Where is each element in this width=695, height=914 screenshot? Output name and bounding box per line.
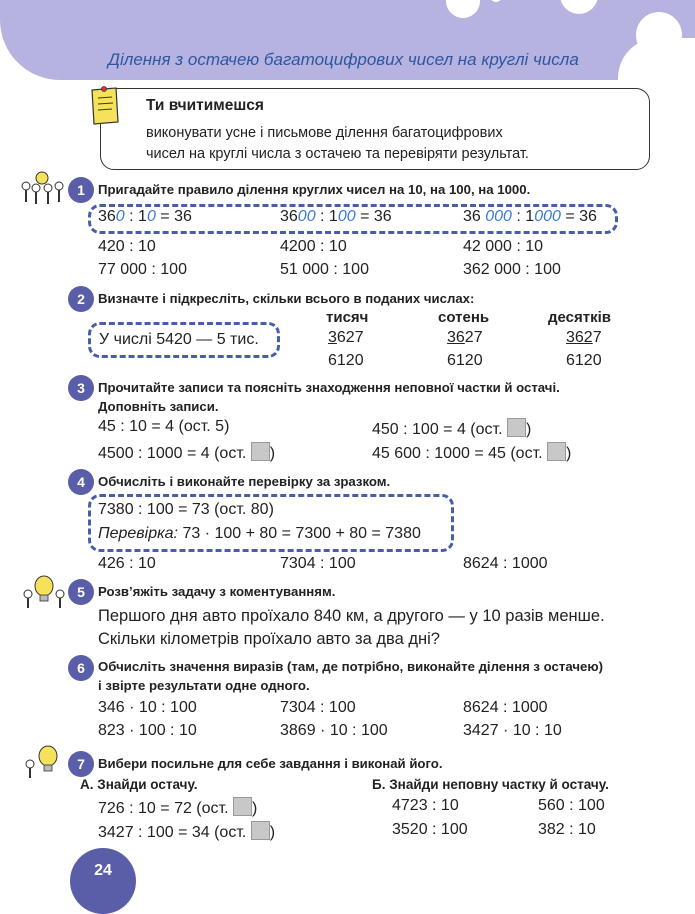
example-expression: 360 : 10 = 36 — [98, 208, 192, 225]
intro-line: чисел на круглі числа з остачею та перевіряти результат. — [146, 146, 529, 162]
task-number-badge: 4 — [68, 469, 94, 495]
example-expression: У числі 5420 — 5 тис. — [99, 331, 259, 348]
exercise-expression: 3427 · 10 : 10 — [463, 722, 562, 739]
exercise-expression: 726 : 10 = 72 (ост. ) — [98, 797, 257, 818]
exercise-expression: 4200 : 10 — [280, 238, 347, 255]
answer-box[interactable] — [547, 442, 566, 461]
task-text: Пригадайте правило ділення круглих чисел на 10, на 100, на 1000. — [98, 182, 531, 197]
option-a-heading: А. Знайди остачу. — [80, 777, 198, 792]
task-number-badge: 2 — [68, 286, 94, 312]
exercise-expression: 77 000 : 100 — [98, 261, 187, 278]
answer-box[interactable] — [233, 797, 252, 816]
exercise-expression: 450 : 100 = 4 (ост. ) — [372, 418, 531, 439]
word-problem — [98, 605, 605, 651]
answer-box[interactable] — [251, 442, 270, 461]
exercise-expression: 420 : 10 — [98, 238, 156, 255]
exercise-expression: 8624 : 1000 — [463, 555, 548, 572]
exercise-expression: 346 · 10 : 100 — [98, 699, 197, 716]
problem-line: Скільки кілометрів проїхало авто за два дні? — [98, 630, 440, 648]
exercise-expression: 8624 : 1000 — [463, 699, 548, 716]
task-line: Прочитайте записи та поясніть знаходження неповної частки й остачі. — [98, 380, 560, 395]
exercise-expression: 362 000 : 100 — [463, 261, 561, 278]
exercise-expression: 3520 : 100 — [392, 821, 468, 838]
task-number-badge: 6 — [68, 655, 94, 681]
task-number-badge: 3 — [68, 375, 94, 401]
note-icon — [88, 86, 122, 126]
intro-text — [146, 123, 626, 165]
number-value: 6120 — [566, 352, 602, 369]
idea-bulb-icon — [18, 744, 70, 780]
column-header: десятків — [548, 309, 612, 326]
exercise-expression: 823 · 100 : 10 — [98, 722, 197, 739]
answer-box[interactable] — [507, 418, 526, 437]
task-number-badge: 5 — [68, 579, 94, 605]
number-value: 6120 — [328, 352, 364, 369]
example-expression: 3600 : 100 = 36 — [280, 208, 392, 225]
exercise-expression: 560 : 100 — [538, 797, 605, 814]
exercise-expression: 4723 : 10 — [392, 797, 459, 814]
column-header: тисяч — [326, 309, 369, 326]
task-line: і звірте результати одне одного. — [98, 678, 310, 693]
intro-heading: Ти вчитимешся — [146, 97, 264, 114]
intro-line: виконувати усне і письмове ділення багатоцифрових — [146, 125, 503, 141]
answer-box[interactable] — [251, 821, 270, 840]
exercise-expression: 45 600 : 1000 = 45 (ост. ) — [372, 442, 571, 463]
exercise-expression: 426 : 10 — [98, 555, 156, 572]
exercise-expression: 51 000 : 100 — [280, 261, 369, 278]
example-expression: 36 000 : 1000 = 36 — [463, 208, 597, 225]
task-number-badge: 1 — [68, 177, 94, 203]
task-text — [98, 378, 648, 416]
number-value: 3627 — [566, 329, 602, 346]
task-line: Обчисліть значення виразів (там, де потрібно, виконайте ділення з остачею) — [98, 659, 603, 674]
exercise-expression: 382 : 10 — [538, 821, 596, 838]
page-number: 24 — [94, 862, 112, 879]
task-text: Обчисліть і виконайте перевірку за зразком. — [98, 474, 391, 489]
exercise-expression: 7304 : 100 — [280, 699, 356, 716]
number-value: 6120 — [447, 352, 483, 369]
page-number-badge — [70, 848, 136, 914]
number-value: 3627 — [447, 329, 483, 346]
column-header: сотень — [438, 309, 490, 326]
problem-line: Першого дня авто проїхало 840 км, а другого — у 10 разів менше. — [98, 607, 605, 625]
group-idea-icon — [16, 170, 68, 206]
example-expression: 7380 : 100 = 73 (ост. 80) — [98, 501, 274, 518]
task-text: Розв’яжіть задачу з коментуванням. — [98, 584, 336, 599]
exercise-expression: 4500 : 1000 = 4 (ост. ) — [98, 442, 275, 463]
number-value: 3627 — [328, 329, 364, 346]
idea-bulb-icon — [18, 574, 70, 610]
exercise-expression: 45 : 10 = 4 (ост. 5) — [98, 418, 230, 435]
task-text — [98, 657, 648, 695]
exercise-expression: 3869 · 10 : 100 — [280, 722, 388, 739]
exercise-expression: 3427 : 100 = 34 (ост. ) — [98, 821, 275, 842]
exercise-expression: 42 000 : 10 — [463, 238, 544, 255]
check-expression: Перевірка: 73 · 100 + 80 = 7300 + 80 = 7380 — [98, 525, 421, 542]
task-text: Вибери посильне для себе завдання і виконай його. — [98, 756, 443, 771]
task-text: Визначте і підкресліть, скільки всього в поданих числах: — [98, 291, 475, 306]
exercise-expression: 7304 : 100 — [280, 555, 356, 572]
option-b-heading: Б. Знайди неповну частку й остачу. — [372, 777, 609, 792]
page-title: Ділення з остачею багатоцифрових чисел на круглі числа — [108, 50, 579, 69]
task-line: Доповніть записи. — [98, 399, 219, 414]
task-number-badge: 7 — [68, 751, 94, 777]
